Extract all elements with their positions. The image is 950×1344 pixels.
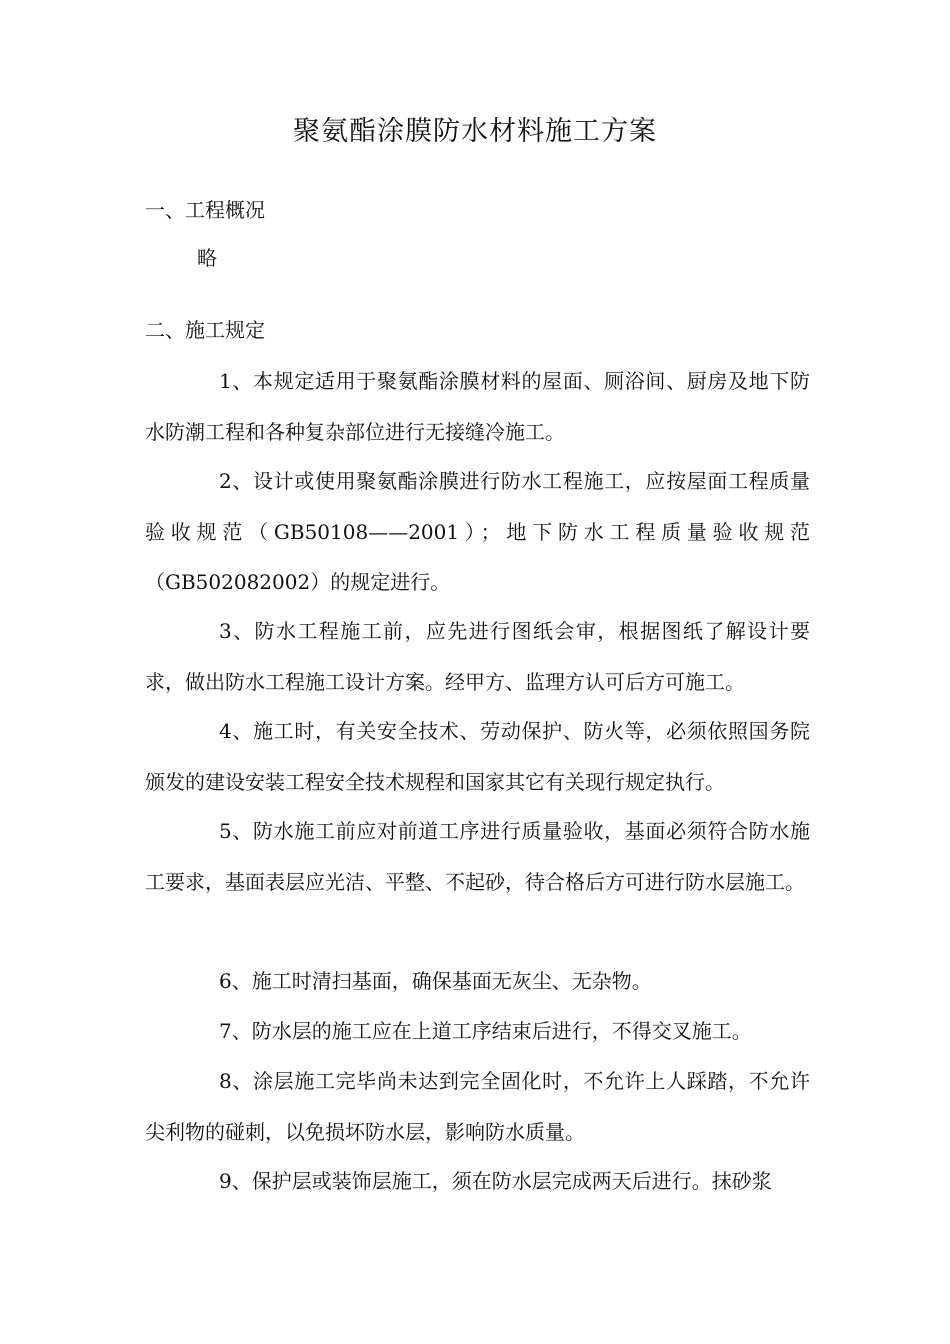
paragraph-2: 2、设计或使用聚氨酯涂膜进行防水工程施工，应按屋面工程质量验收规范（GB50108——2001）；地下防水工程质量验收规范（GB502082002）的规定进行。 — [145, 469, 810, 594]
document-title: 聚氨酯涂膜防水材料施工方案 — [293, 116, 657, 147]
paragraph-7: 7、防水层的施工应在上道工序结束后进行，不得交叉施工。 — [219, 1019, 752, 1043]
paragraph-8: 8、涂层施工完毕尚未达到完全固化时，不允许上人踩踏，不允许尖利物的碰刺，以免损坏防水层，影响防水质量。 — [145, 1069, 810, 1144]
paragraph-4: 4、施工时，有关安全技术、劳动保护、防火等，必须依照国务院颁发的建设安装工程安全技术规程和国家其它有关现行规定执行。 — [145, 719, 810, 794]
paragraph-5: 5、防水施工前应对前道工序进行质量验收，基面必须符合防水施工要求，基面表层应光洁、平整、不起砂，待合格后方可进行防水层施工。 — [145, 819, 810, 894]
paragraph-9: 9、保护层或装饰层施工，须在防水层完成两天后进行。抹砂浆 — [219, 1169, 772, 1193]
paragraph-6: 6、施工时清扫基面，确保基面无灰尘、无杂物。 — [219, 969, 652, 993]
section-1-heading: 一、工程概况 — [145, 198, 265, 222]
section-1-content: 略 — [197, 246, 217, 270]
paragraph-3: 3、防水工程施工前，应先进行图纸会审，根据图纸了解设计要求，做出防水工程施工设计方案。经甲方、监理方认可后方可施工。 — [145, 619, 810, 694]
section-2-heading: 二、施工规定 — [145, 318, 265, 342]
paragraph-1: 1、本规定适用于聚氨酯涂膜材料的屋面、厕浴间、厨房及地下防水防潮工程和各种复杂部位进行无接缝冷施工。 — [145, 369, 810, 444]
